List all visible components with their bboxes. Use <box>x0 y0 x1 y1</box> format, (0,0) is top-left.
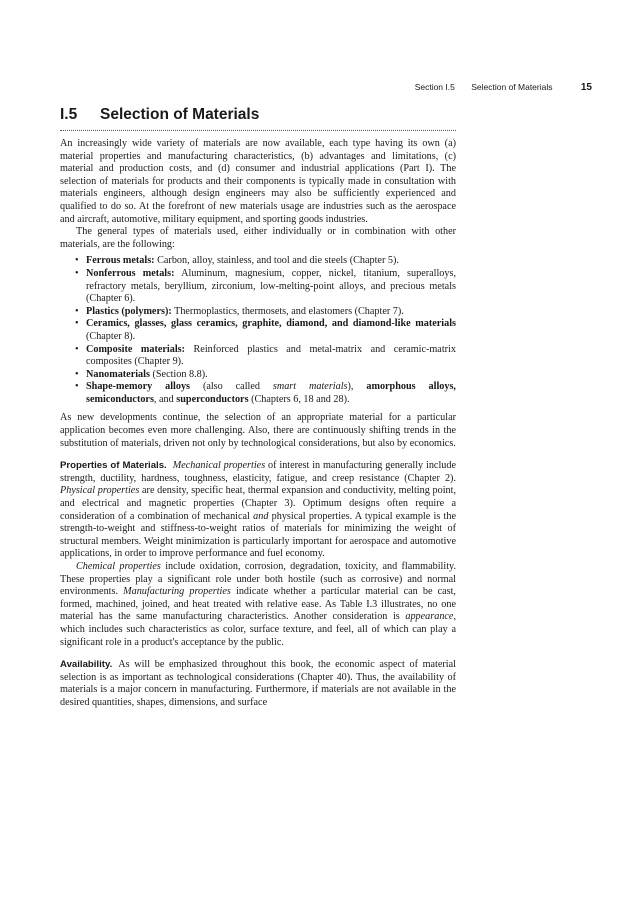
inline-italic: Chemical properties <box>76 561 161 572</box>
list-item-desc: Thermoplastics, thermosets, and elastomers (Chapter 7). <box>171 305 404 317</box>
chemical-properties-paragraph <box>60 561 456 649</box>
header-section: Section I.5 <box>414 82 455 92</box>
inline-text: indicate whether a particular material can be cast, formed, machined, joined, and heat treated with relative ease. As Table I.3 illustrates, no one material has the same manufacturing characteristics. Another consideration is <box>60 586 456 623</box>
properties-paragraph <box>60 460 456 561</box>
list-item-term: Plastics (polymers): <box>86 305 172 317</box>
inline-text: physical properties. A typical example is the strength-to-weight and stiffness-to-weight ratios of materials for minimizing the weight of structural members. Weight minimization is particularly important for aerospace and automotive applications, in order to improve performance and fuel economy. <box>60 510 457 560</box>
section-number: I.5 <box>60 106 78 123</box>
section-title: Selection of Materials <box>100 106 260 123</box>
list-item <box>75 305 456 319</box>
bullet-icon: • <box>75 305 79 317</box>
availability-heading: Availability. <box>60 659 113 671</box>
bullet-icon: • <box>75 368 79 380</box>
bullet-icon: • <box>75 381 79 393</box>
developments-paragraph: As new developments continue, the selection of an appropriate material for a particular application becomes even more challenging. Also, there are continuously shifting trends in the substitution of materials, driven not only by technological considerations, but also by economics. <box>60 412 456 449</box>
inline-text: are density, specific heat, thermal expansion and conductivity, melting point, and electrical and magnetic properties (Chapter 3). Optimum designs often require a consideration of a combination of mechanical <box>60 485 456 522</box>
list-item-term: Nonferrous metals: <box>86 267 175 279</box>
list-item-desc: Aluminum, magnesium, copper, nickel, titanium, superalloys, refractory metals, beryllium, zirconium, low-melting-point alloys, and precious metals (Chapter 6). <box>86 267 456 305</box>
header-title: Selection of Materials <box>471 82 553 92</box>
bullet-icon: • <box>75 318 79 330</box>
list-item-text: (also called <box>190 381 273 393</box>
inline-text: include oxidation, corrosion, degradation, toxicity, and flammability. These properties play a significant role under both hostile (such as corrosive) and normal environments. <box>60 561 457 598</box>
section-heading <box>60 106 259 124</box>
running-header <box>60 82 592 93</box>
list-item-term: Composite materials: <box>86 343 186 355</box>
list-item <box>75 318 456 343</box>
bullet-icon: • <box>75 255 79 267</box>
inline-italic: Physical properties <box>60 485 140 497</box>
inline-italic: and <box>253 510 269 522</box>
list-item-term: Shape-memory alloys <box>86 381 191 393</box>
list-item-desc: (Chapters 6, 18 and 28). <box>248 393 350 405</box>
list-item-desc: (Chapter 8). <box>86 330 136 342</box>
heading-divider <box>60 130 456 131</box>
list-item-term: Ferrous metals: <box>86 255 155 267</box>
list-item-text: , and <box>153 393 177 405</box>
inline-text: As will be emphasized throughout this book, the economic aspect of material selection is as important as technological considerations (Chapter 40). Thus, the availability of materials is a major concern in manufacturing. Furthermore, if materials are not available in the desired quantities, shapes, dimensions, and surface <box>60 659 456 708</box>
list-item-desc: (Section 8.8). <box>149 368 208 380</box>
bullet-icon: • <box>75 267 79 279</box>
inline-text: , which includes such characteristics as color, surface texture, and feel, all of which can play a significant role in a product's acceptance by the public. <box>60 611 456 648</box>
intro-paragraph: An increasingly wide variety of materials are now available, each type having its own (a) material properties and manufacturing characteristics, (b) advantages and limitations, (c) material and production costs, and (d) consumer and industrial applications (Part I). The selection of materials for products and their components is typically made in consultation with materials engineers, although design engineers may also be sufficiently experienced and qualified to do so. At the forefront of new materials usage are industries such as the aerospace and aircraft, automotive, military equipment, and sporting goods industries. <box>60 138 456 225</box>
inline-italic: Mechanical properties <box>172 460 266 472</box>
inline-text: of interest in manufacturing generally include strength, ductility, hardness, toughness, elasticity, fatigue, and creep resistance (Chapter 2). <box>60 460 456 484</box>
availability-paragraph <box>60 659 456 709</box>
inline-italic: Manufacturing properties <box>123 586 231 598</box>
properties-heading: Properties of Materials. <box>60 460 167 472</box>
list-item <box>75 343 456 369</box>
list-item-term: Nanomaterials <box>86 368 150 380</box>
list-item <box>75 255 456 268</box>
list-item-italic: smart materials <box>272 381 348 393</box>
list-item-term: superconductors <box>176 393 249 405</box>
list-item <box>75 267 456 306</box>
list-item-term: Ceramics, glasses, glass ceramics, graphite, diamond, and diamond-like materials <box>86 318 456 330</box>
inline-italic: appearance <box>405 611 454 623</box>
bullet-icon: • <box>75 343 79 355</box>
list-item-desc: Reinforced plastics and metal-matrix and ceramic-matrix composites (Chapter 9). <box>86 343 456 368</box>
body-text <box>60 138 456 710</box>
intro-paragraph-2: The general types of materials used, either individually or in combination with other materials, are the following: <box>60 226 456 250</box>
page-number: 15 <box>580 82 592 93</box>
list-item-desc: Carbon, alloy, stainless, and tool and die steels (Chapter 5). <box>154 255 399 267</box>
list-item <box>75 381 456 406</box>
list-item <box>75 368 456 382</box>
materials-list <box>60 255 456 406</box>
list-item-text: ), <box>347 381 367 393</box>
list-item-term: amorphous alloys, semiconductors <box>86 381 456 405</box>
